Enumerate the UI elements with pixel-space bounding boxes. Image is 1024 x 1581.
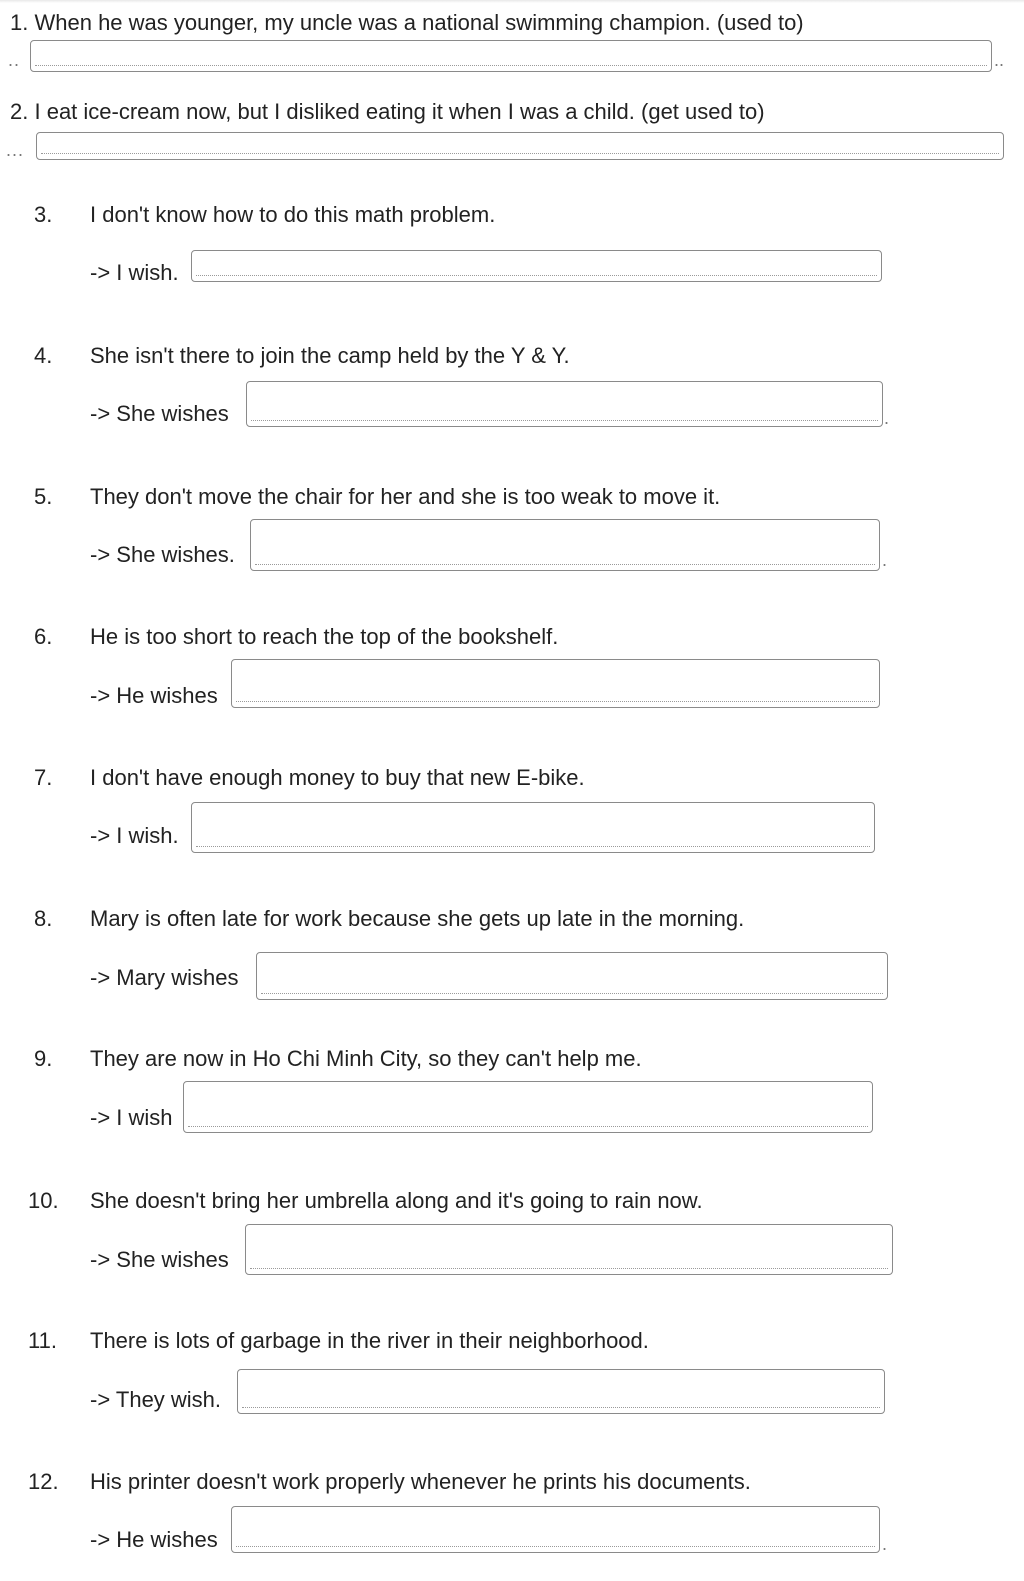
answer-input-5[interactable] bbox=[250, 519, 880, 571]
answer-input-11[interactable] bbox=[237, 1369, 885, 1414]
answer-input-8[interactable] bbox=[256, 952, 888, 1000]
answer-prompt: -> She wishes. bbox=[90, 542, 235, 567]
question-number: 7. bbox=[34, 765, 53, 790]
lead-dots: .. bbox=[8, 50, 21, 70]
answer-input-3[interactable] bbox=[191, 250, 882, 282]
question-number: 5. bbox=[34, 484, 53, 509]
question-number: 1. bbox=[10, 10, 29, 35]
question-sentence: They don't move the chair for her and she is too weak to move it. bbox=[90, 484, 721, 509]
answer-input-7[interactable] bbox=[191, 802, 875, 853]
question-number: 9. bbox=[34, 1046, 53, 1071]
question-1 bbox=[10, 10, 804, 36]
question-sentence: I eat ice-cream now, but I disliked eating it when I was a child. (get used to) bbox=[34, 99, 765, 124]
question-number: 3. bbox=[34, 202, 53, 227]
question-sentence: She doesn't bring her umbrella along and it's going to rain now. bbox=[90, 1188, 703, 1213]
question-number: 6. bbox=[34, 624, 53, 649]
question-sentence: She isn't there to join the camp held by the Y & Y. bbox=[90, 343, 570, 368]
tail-dot: . bbox=[882, 550, 888, 570]
answer-input-4[interactable] bbox=[246, 381, 883, 427]
question-sentence: There is lots of garbage in the river in their neighborhood. bbox=[90, 1328, 649, 1353]
question-sentence: I don't know how to do this math problem. bbox=[90, 202, 496, 227]
question-sentence: Mary is often late for work because she gets up late in the morning. bbox=[90, 906, 745, 931]
answer-prompt: -> He wishes bbox=[90, 683, 218, 708]
question-2 bbox=[10, 99, 765, 125]
answer-prompt: -> I wish. bbox=[90, 823, 179, 848]
question-number: 12. bbox=[28, 1469, 59, 1494]
tail-dot: . bbox=[884, 408, 890, 428]
answer-prompt: -> They wish. bbox=[90, 1387, 222, 1412]
answer-input-2[interactable] bbox=[36, 132, 1004, 160]
answer-prompt: -> She wishes bbox=[90, 1247, 229, 1272]
question-number: 10. bbox=[28, 1188, 59, 1213]
question-sentence: They are now in Ho Chi Minh City, so they can't help me. bbox=[90, 1046, 642, 1071]
question-sentence: He is too short to reach the top of the bookshelf. bbox=[90, 624, 559, 649]
top-border bbox=[0, 0, 1024, 3]
answer-input-9[interactable] bbox=[183, 1081, 873, 1133]
answer-input-6[interactable] bbox=[231, 659, 880, 708]
question-number: 2. bbox=[10, 99, 29, 124]
answer-prompt: -> I wish bbox=[90, 1105, 173, 1130]
question-number: 4. bbox=[34, 343, 53, 368]
answer-prompt: -> She wishes bbox=[90, 401, 229, 426]
answer-prompt: -> I wish. bbox=[90, 260, 179, 285]
answer-input-12[interactable] bbox=[231, 1506, 880, 1553]
tail-dots: .. bbox=[994, 50, 1005, 70]
question-number: 8. bbox=[34, 906, 53, 931]
answer-input-1[interactable] bbox=[30, 40, 992, 72]
answer-prompt: -> Mary wishes bbox=[90, 965, 239, 990]
tail-dot: . bbox=[882, 1534, 888, 1554]
question-sentence: His printer doesn't work properly whenever he prints his documents. bbox=[90, 1469, 751, 1494]
answer-input-10[interactable] bbox=[245, 1224, 893, 1275]
question-sentence: I don't have enough money to buy that new E-bike. bbox=[90, 765, 585, 790]
lead-dots: ... bbox=[6, 140, 25, 160]
question-number: 11. bbox=[28, 1328, 57, 1353]
question-sentence: When he was younger, my uncle was a national swimming champion. (used to) bbox=[34, 10, 804, 35]
answer-prompt: -> He wishes bbox=[90, 1527, 218, 1552]
